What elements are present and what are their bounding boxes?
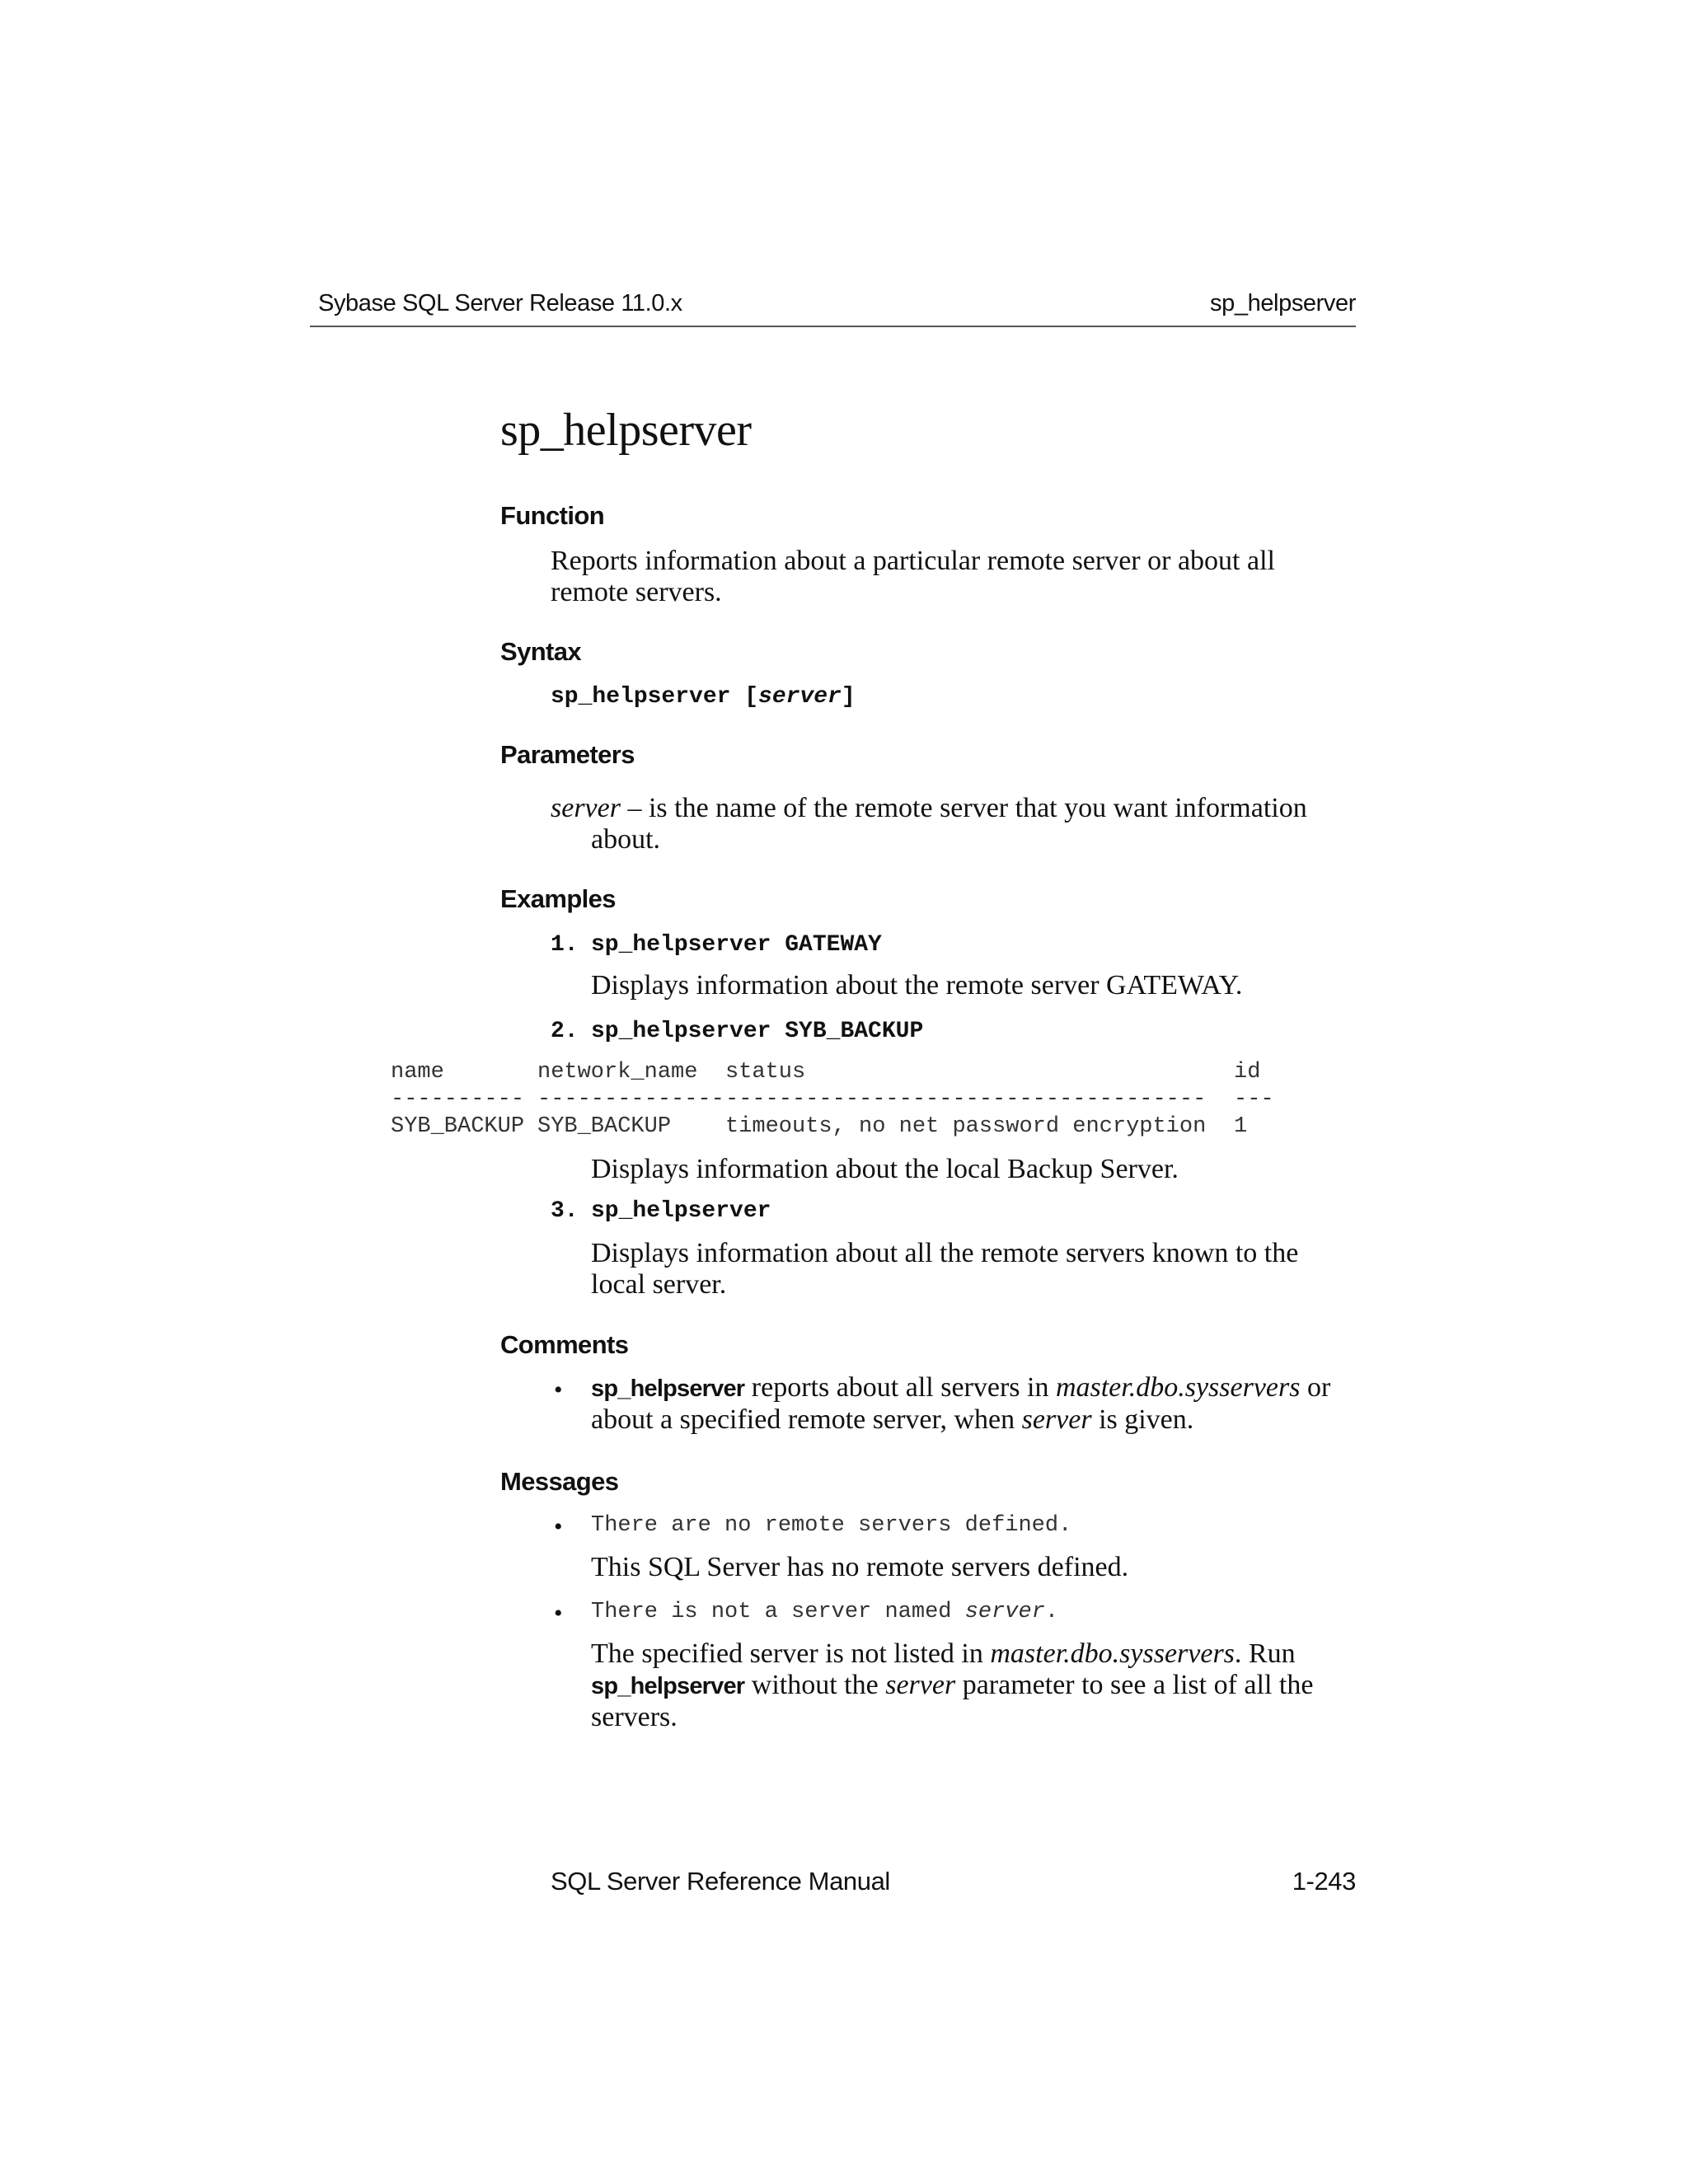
message-2-desc-a: The specified server is not listed in — [591, 1638, 991, 1669]
parameters-heading: Parameters — [500, 740, 635, 769]
result-header-row — [391, 1059, 1274, 1086]
parameter-name: server — [551, 793, 621, 823]
result-divider-cell: --- — [1234, 1087, 1274, 1112]
running-header-right: sp_helpserver — [1210, 290, 1356, 316]
comment-text-a: reports about all servers in — [744, 1372, 1056, 1403]
examples-heading: Examples — [500, 884, 616, 913]
example-2-command: sp_helpserver SYB_BACKUP — [591, 1019, 924, 1044]
example-2-result-table — [391, 1059, 1274, 1141]
result-header-cell: network_name — [537, 1060, 698, 1085]
message-2-code-param: server — [964, 1600, 1045, 1624]
result-divider-row — [391, 1086, 1274, 1113]
message-2-bullet: • — [554, 1600, 563, 1627]
function-description: Reports information about a particular remote server or about all remote servers. — [551, 546, 1275, 607]
message-2-code-prefix: There is not a server named — [591, 1600, 965, 1624]
example-1-command: sp_helpserver GATEWAY — [591, 932, 882, 958]
message-2-code-suffix: . — [1044, 1600, 1059, 1624]
function-heading: Function — [500, 501, 605, 530]
message-2-proc-name: sp_helpserver — [591, 1673, 745, 1699]
result-divider-cell: ------------------------------------ — [725, 1087, 1207, 1112]
page-title: sp_helpserver — [500, 405, 752, 456]
message-1-bullet: • — [554, 1513, 563, 1540]
example-2-number: 2. — [551, 1019, 579, 1044]
example-3-number: 3. — [551, 1198, 579, 1224]
syntax-line — [551, 684, 856, 710]
example-3-description: Displays information about all the remote servers known to the local server. — [591, 1238, 1299, 1300]
comment-param: server — [1021, 1404, 1092, 1435]
running-header-left: Sybase SQL Server Release 11.0.x — [318, 290, 682, 316]
example-3-command: sp_helpserver — [591, 1198, 771, 1224]
result-header-cell: id — [1234, 1060, 1261, 1085]
comments-heading: Comments — [500, 1330, 629, 1359]
comment-table-name: master.dbo.sysservers — [1055, 1372, 1301, 1403]
parameter-text-line1: – is the name of the remote server that you want information — [620, 793, 1307, 823]
comment-text-b: or about a specified remote server, when — [591, 1372, 1331, 1435]
comment-text-c: is given. — [1091, 1404, 1194, 1435]
parameter-description — [551, 793, 1358, 855]
comment-bullet: • — [554, 1376, 563, 1404]
message-2-param: server — [885, 1670, 956, 1700]
footer-title: SQL Server Reference Manual — [551, 1867, 890, 1896]
result-data-cell: SYB_BACKUP — [391, 1114, 525, 1139]
syntax-close: ] — [841, 684, 856, 710]
parameter-text-line2: about. — [591, 824, 661, 855]
example-2-description: Displays information about the local Backup Server. — [591, 1154, 1179, 1184]
message-2-desc-b: . Run — [1234, 1638, 1296, 1669]
message-2-desc-d: parameter to see a list of all the servers. — [591, 1670, 1314, 1732]
messages-heading: Messages — [500, 1467, 619, 1496]
message-1-description: This SQL Server has no remote servers defined. — [591, 1552, 1129, 1582]
example-1-number: 1. — [551, 932, 579, 958]
page-number: 1-243 — [1292, 1867, 1356, 1896]
message-2-code — [591, 1600, 1058, 1624]
message-2-table-name: master.dbo.sysservers — [990, 1638, 1235, 1669]
header-rule — [310, 326, 1356, 327]
syntax-command: sp_helpserver [ — [551, 684, 759, 710]
message-1-code: There are no remote servers defined. — [591, 1513, 1072, 1538]
example-1-description: Displays information about the remote server GATEWAY. — [591, 970, 1243, 1001]
result-divider-cell: ---------- — [391, 1087, 525, 1112]
syntax-heading: Syntax — [500, 637, 582, 666]
result-data-row — [391, 1113, 1274, 1141]
result-header-cell: status — [725, 1060, 806, 1085]
result-data-cell: timeouts, no net password encryption — [725, 1114, 1207, 1139]
message-2-description — [591, 1638, 1357, 1733]
comment-proc-name: sp_helpserver — [591, 1376, 745, 1402]
result-header-cell: name — [391, 1060, 444, 1085]
syntax-param: server — [758, 684, 842, 710]
result-divider-cell: -------------- — [537, 1087, 724, 1112]
result-data-cell: 1 — [1234, 1114, 1248, 1139]
result-data-cell: SYB_BACKUP — [537, 1114, 672, 1139]
message-2-desc-c: without the — [744, 1670, 886, 1700]
comment-text — [591, 1372, 1366, 1436]
